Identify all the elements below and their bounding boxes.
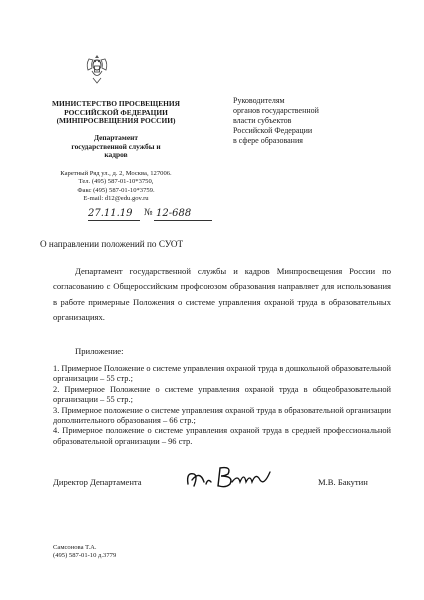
date-underline [88,220,140,221]
handwritten-signature [180,462,280,494]
sender-contacts [40,170,192,204]
attachments-list [53,364,391,447]
recipient-block: Руководителям органов государственной власти субъектов Российской Федерации в сфере образования [233,96,319,145]
attachment-item: 3. Примерное положение о системе управления охраной труда в образовательной организации дополнительного образования – 66 стр.; [53,405,391,426]
department-line: кадров [104,150,128,160]
ministry-name [40,100,192,126]
executor-info [53,544,116,560]
body-paragraph: Департамент государственной службы и кадров Минпросвещения России по согласованию с Общероссийским профсоюзом образования направляет для использования в работе примерные Положения о системе управления охраной труда в образовательных организациях. [53,266,391,323]
registration-date: 27.11.19 [88,208,133,219]
department-name [40,134,192,160]
address: Каретный Ряд ул., д. 2, Москва, 127006. [60,170,172,177]
attachment-item: 1. Примерное Положение о системе управления охраной труда в дошкольной образовательной организации – 55 стр.; [53,364,391,384]
number-sign: № [144,208,153,218]
registration-field [88,208,213,222]
attachment-item: 4. Примерное положение о системе управления охраной труда в средней профессиональной образовательной организации – 96 стр. [53,426,391,446]
ministry-line: (МИНПРОСВЕЩЕНИЯ РОССИИ) [56,116,176,126]
registration-number: 12-688 [156,208,192,219]
letter-subject: О направлении положений по СУОТ [40,239,184,249]
number-underline [154,220,212,221]
attachments-title: Приложение: [75,346,124,356]
email: E-mail: d12@edu.gov.ru [83,195,149,203]
executor-phone: (495) 587-01-10 д.3779 [53,552,117,560]
signatory-title: Директор Департамента [53,477,142,487]
attachment-item: 2. Примерное Положение о системе управления охраной труда в общеобразовательной организации – 55 стр.; [53,384,391,405]
ministry-line: МИНИСТЕРСТВО ПРОСВЕЩЕНИЯ [52,99,180,108]
department-line: Департамент [93,133,139,142]
fax: Факс (495) 587-01-10*3759. [77,186,155,194]
department-line: государственной службы и [71,141,161,151]
executor-name: Самсонова Т.А. [53,544,97,551]
ministry-line: РОССИЙСКОЙ ФЕДЕРАЦИИ [64,107,168,117]
signatory-name: М.В. Бакутин [318,477,368,487]
phone: Тел. (495) 587-01-10*3750, [78,178,154,186]
coat-of-arms-icon [83,52,111,86]
